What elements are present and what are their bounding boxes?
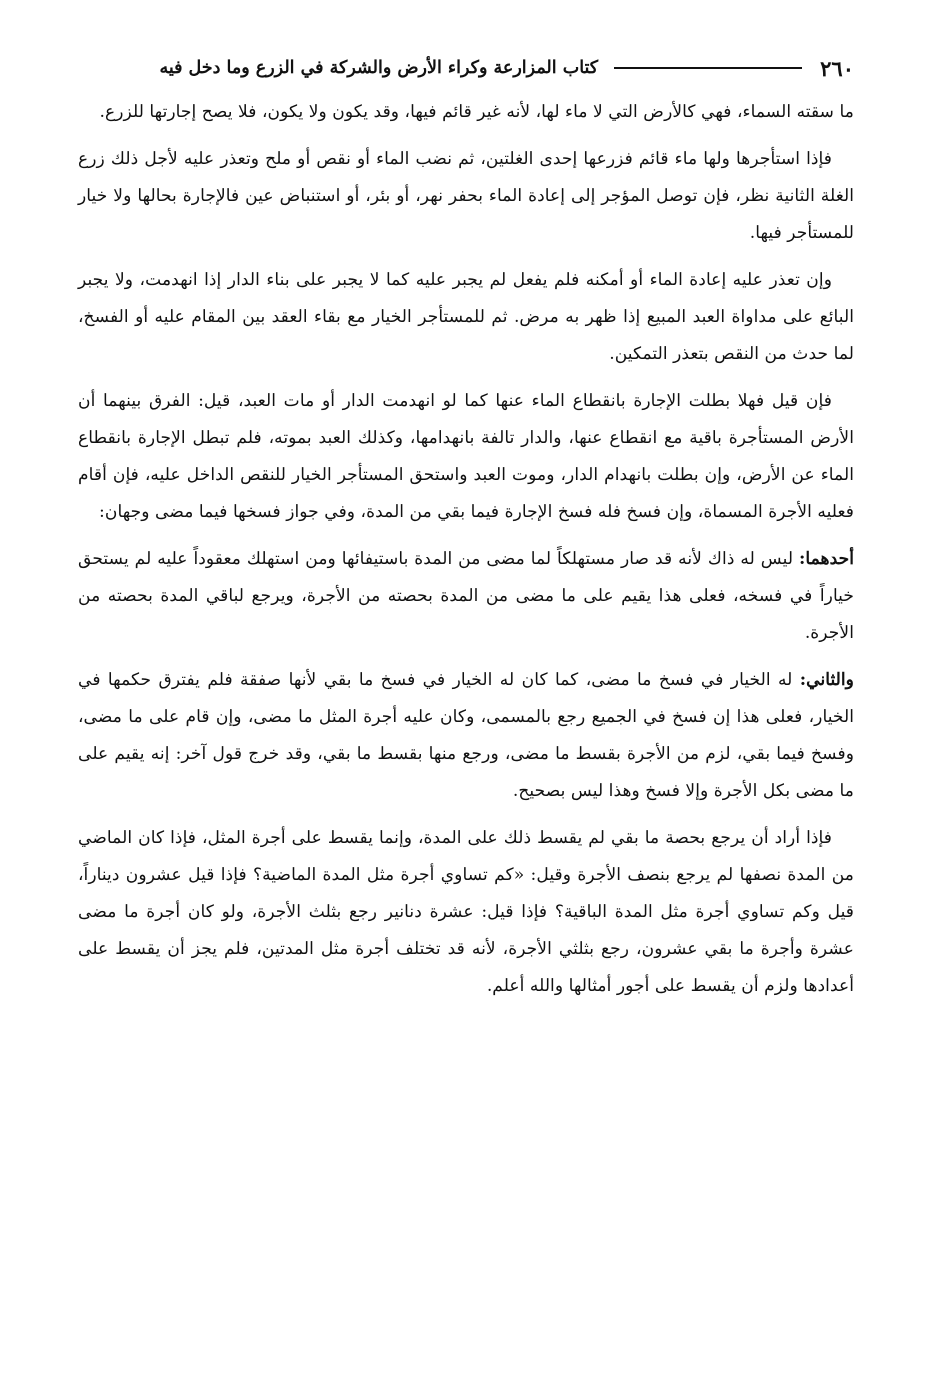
- paragraph: [78, 262, 854, 373]
- page-number: ٢٦٠: [820, 55, 854, 81]
- paragraph-text: ليس له ذاك لأنه قد صار مستهلكاً لما مضى من المدة باستيفائها ومن استهلك معقوداً عليه لم يستحق خياراً في فسخه، فعلى هذا يقيم على ما مضى من المدة بحصته من الأجرة، ويرجع لباقي المدة بحصته من الأجرة.: [78, 549, 854, 643]
- paragraph: [78, 141, 854, 252]
- document-page: [78, 48, 854, 1015]
- paragraph-text: وإن تعذر عليه إعادة الماء أو أمكنه فلم يفعل لم يجبر عليه كما لا يجبر على بناء الدار إذا انهدمت، ولا يجبر البائع على مداواة العبد المبيع إذا ظهر به مرض. ثم للمستأجر الخيار مع بقاء العقد بين المقام عليه أو الفسخ، لما حدث من النقص بتعذر التمكين.: [78, 270, 854, 364]
- paragraph-first-opinion: [78, 541, 854, 652]
- paragraph: [78, 820, 854, 1005]
- page-header: [78, 48, 854, 88]
- running-title: كتاب المزارعة وكراء الأرض والشركة في الزرع وما دخل فيه: [159, 58, 599, 78]
- paragraph-lead-term: والثاني:: [799, 670, 854, 690]
- paragraph-continuation: [78, 94, 854, 131]
- header-rule: [614, 67, 802, 69]
- paragraph-text: فإذا أراد أن يرجع بحصة ما بقي لم يقسط ذلك على المدة، وإنما يقسط على أجرة المثل، فإذا كان الماضي من المدة نصفها لم يرجع بنصف الأجرة وقيل: «كم تساوي أجرة مثل المدة الماضية؟ فإذا قيل عشرون ديناراً، قيل وكم تساوي أجرة مثل المدة الباقية؟ فإذا قيل: عشرة دنانير رجع بثلث الأجرة، ولو كان أجرة ما مضى عشرة وأجرة ما بقي عشرون، رجع بثلثي الأجرة، لأنه قد تختلف أجرة مثل المدتين، فلم يجز أن يقسط على أعدادها ولزم أن يقسط على أجور أمثالها والله أعلم.: [78, 828, 854, 996]
- paragraph-text: له الخيار في فسخ ما مضى، كما كان له الخيار في فسخ ما بقي لأنها صفقة فلم يفترق حكمها في الخيار، فعلى هذا إن فسخ في الجميع رجع بالمسمى، وكان عليه أجرة المثل ما مضى، وإن قام على ما مضى، وفسخ فيما بقي، لزم من الأجرة بقسط ما مضى، ورجع منها بقسط ما بقي، وقد خرج قول آخر: إنه يقيم على ما مضى بكل الأجرة وإلا فسخ وهذا ليس بصحيح.: [78, 670, 854, 801]
- paragraph: [78, 383, 854, 531]
- paragraph-text: فإن قيل فهلا بطلت الإجارة بانقطاع الماء عنها كما لو انهدمت الدار أو مات العبد، قيل: الفرق بينهما أن الأرض المستأجرة باقية مع انقطاع عنها، والدار تالفة بانهدامها، وكذلك العبد بموته، فلم تبطل الإجارة بانقطاع الماء عن الأرض، وإن بطلت بانهدام الدار، وموت العبد واستحق المستأجر الخيار للنقص الداخل عليه، فإن أقام فعليه الأجرة المسماة، وإن فسخ فله فسخ الإجارة فيما بقي من المدة، وفي جواز فسخها فيما مضى وجهان:: [78, 391, 854, 522]
- paragraph-text: ما سقته السماء، فهي كالأرض التي لا ماء لها، لأنه غير قائم فيها، وقد يكون ولا يكون، فلا يصح إجارتها للزرع.: [99, 102, 854, 122]
- paragraph-text: فإذا استأجرها ولها ماء قائم فزرعها إحدى الغلتين، ثم نضب الماء أو نقص أو ملح وتعذر عليه لأجل ذلك زرع الغلة الثانية نظر، فإن توصل المؤجر إلى إعادة الماء بحفر نهر، أو بئر، أو استنباض عين فالإجارة بحالها ولا خيار للمستأجر فيها.: [78, 149, 854, 243]
- paragraph-second-opinion: [78, 662, 854, 810]
- paragraph-lead-term: أحدهما:: [798, 549, 854, 569]
